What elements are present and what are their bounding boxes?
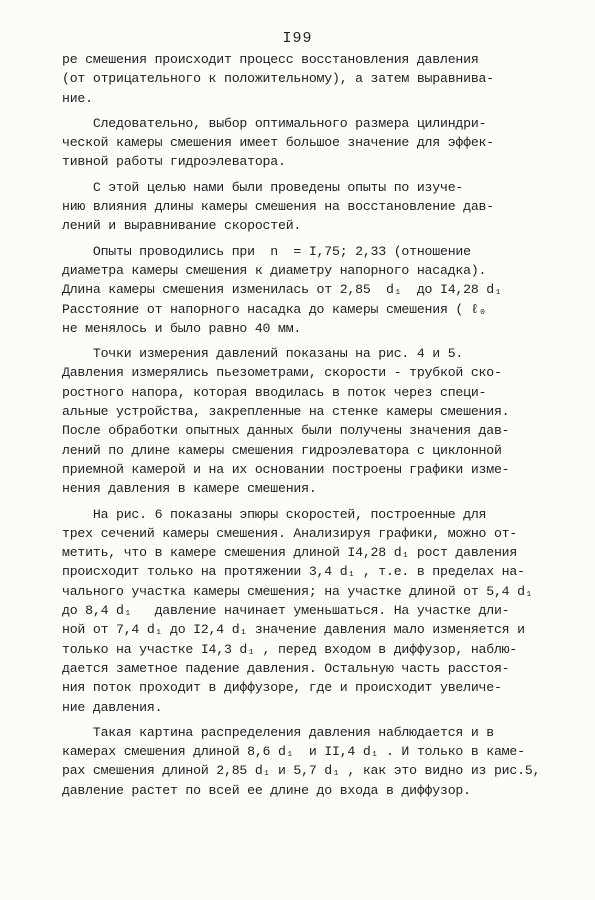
text-line: ния поток проходит в диффузоре, где и происходит увеличе- [62,680,502,696]
text-line: (от отрицательного к положительному), а затем выравнива- [62,71,494,87]
text-line: ние давления. [62,699,163,715]
text-line: Расстояние от напорного насадка до камеры смешения ( ℓ₀ [62,301,487,317]
text-line: тивной работы гидроэлеватора. [62,154,286,170]
paragraph-7 [62,723,567,800]
text-line: Точки измерения давлений показаны на рис. 4 и 5. [62,346,464,362]
text-line: рах смешения длиной 2,85 d₁ и 5,7 d₁ , как это видно из рис.5, [62,763,541,779]
page-number: I99 [282,30,313,47]
paragraph-2 [62,114,567,172]
text-line: приемной камерой и на их основании построены графики изме- [62,461,510,477]
text-line: давление растет по всей ее длине до входа в диффузор. [62,782,471,798]
text-line: ростного напора, которая вводилась в поток через специ- [62,384,487,400]
text-line: Следовательно, выбор оптимального размера цилиндри- [62,115,487,131]
text-line: трех сечений камеры смешения. Анализируя графики, можно от- [62,525,518,541]
paragraph-1 [62,50,567,108]
text-line: происходит только на протяжении 3,4 d₁ , т.е. в пределах на- [62,564,525,580]
text-line: Давления измерялись пьезометрами, скорости - трубкой ско- [62,365,502,381]
text-line: ре смешения происходит процесс восстановления давления [62,52,479,67]
text-line: лений по длине камеры смешения гидроэлеватора с циклонной [62,442,502,458]
text-line: ческой камеры смешения имеет большое значение для эффек- [62,135,494,151]
text-line: альные устройства, закрепленные на стенке камеры смешения. [62,404,510,420]
text-line: Длина камеры смешения изменилась от 2,85 d₁ до I4,28 d₁ [62,282,502,298]
text-line: ние. [62,90,93,106]
paragraph-3 [62,178,567,236]
text-line: до 8,4 d₁ давление начинает уменьшаться. На участке дли- [62,603,510,619]
paragraph-4 [62,242,567,338]
text-line: метить, что в камере смешения длиной I4,28 d₁ рост давления [62,545,518,561]
text-line: нения давления в камере смешения. [62,481,317,497]
text-line: лений и выравнивание скоростей. [62,218,302,234]
body-text [62,50,567,800]
text-line: дается заметное падение давления. Остальную часть расстоя- [62,660,510,676]
text-line: С этой целью нами были проведены опыты по изучe- [62,179,464,195]
paragraph-6 [62,505,567,717]
text-line: чального участка камеры смешения; на участке длиной от 5,4 d₁ [62,583,533,599]
text-line: только на участке I4,3 d₁ , перед входом в диффузор, наблю- [62,641,518,657]
text-line: На рис. 6 показаны эпюры скоростей, построенные для [62,506,487,522]
text-line: камерах смешения длиной 8,6 d₁ и II,4 d₁ . И только в камe- [62,744,525,760]
text-line: После обработки опытных данных были получены значения дав- [62,423,510,439]
text-line: диаметра камеры смешения к диаметру напорного насадка). [62,262,487,278]
text-line: Опыты проводились при n = I,75; 2,33 (отношение [62,243,471,259]
paragraph-5 [62,344,567,498]
text-line: Такая картина распределения давления наблюдается и в [62,724,494,740]
text-line: нию влияния длины камеры смешения на восстановление дав- [62,199,494,215]
text-line: ной от 7,4 d₁ до I2,4 d₁ значение давления мало изменяется и [62,622,525,638]
text-line: не менялось и было равно 40 мм. [62,320,302,336]
